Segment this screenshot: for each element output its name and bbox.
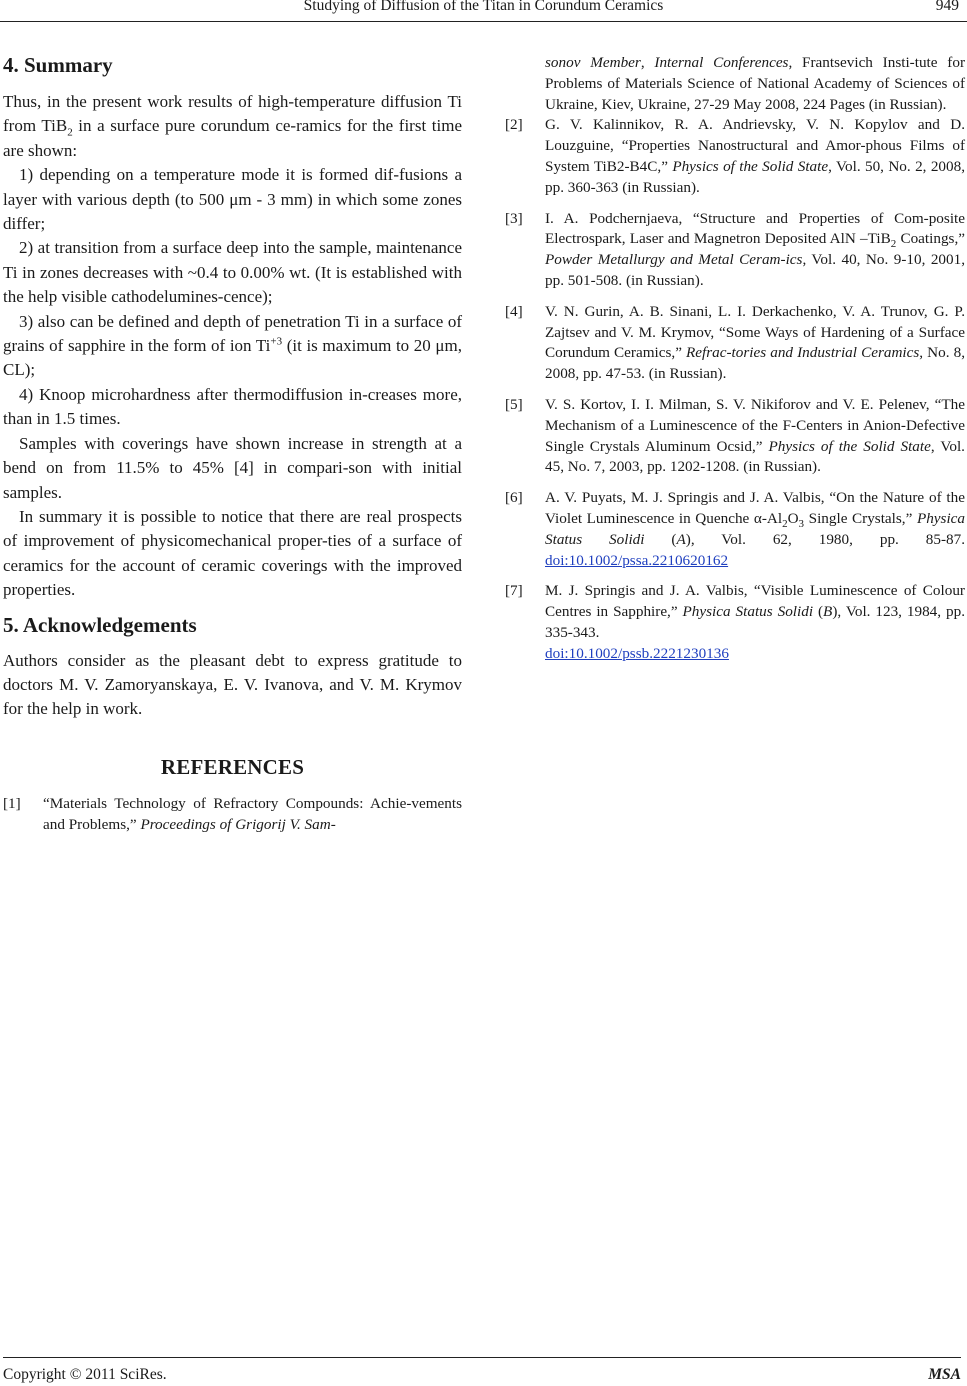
summary-conclusion-paragraph: In summary it is possible to notice that there are real prospects of improvement of physicomechanical proper-ties of a surface of ceramics for the account of ceramic coverings with the improved properties. xyxy=(3,506,462,600)
running-title: Studying of Diffusion of the Titan in Corundum Ceramics xyxy=(303,0,664,14)
page-number: 949 xyxy=(935,0,959,14)
reference-number: [7] xyxy=(505,582,523,600)
reference-number: [5] xyxy=(505,395,523,413)
reference-number: [1] xyxy=(3,794,21,812)
reference-text: “Materials Technology of Refractory Compounds: Achie-vements and Problems,” Proceedings of Grigorij V. Sam- xyxy=(43,794,462,833)
summary-point-1: 1) depending on a temperature mode it is formed dif-fusions a layer with various depth (to 500 μm - 3 mm) in which some zones differ; xyxy=(3,165,462,234)
left-column xyxy=(3,50,462,835)
reference-3 xyxy=(505,209,965,292)
running-header xyxy=(0,0,967,22)
page-footer xyxy=(3,1357,961,1383)
reference-2 xyxy=(505,115,965,198)
reference-number: [6] xyxy=(505,489,523,507)
doi-link[interactable]: doi:10.1002/pssb.2221230136 xyxy=(545,644,729,662)
reference-text: M. J. Springis and J. A. Valbis, “Visible Luminescence of Colour Centres in Sapphire,” Physica Status Solidi (B), Vol. 123, 1984, pp. 335-343. doi:10.1002/pssb.2221230136 xyxy=(545,582,965,662)
footer-rule xyxy=(3,1357,961,1358)
reference-text: G. V. Kalinnikov, R. A. Andrievsky, V. N. Kopylov and D. Louzguine, “Properties Nanostructural and Amor-phous Films of System TiB2-B4C,” Physics of the Solid State, Vol. 50, No. 2, 2008, pp. 360-363 (in Russian). xyxy=(545,116,965,196)
reference-text: V. S. Kortov, I. I. Milman, S. V. Nikiforov and V. E. Pelenev, “The Mechanism of a Luminescence of the F-Centers in Anion-Defective Single Crystals Aluminum Ocsid,” Physics of the Solid State, Vol. 45, No. 7, 2003, pp. 1202-1208. (in Russian). xyxy=(545,395,965,476)
copyright-notice: Copyright © 2011 SciRes. xyxy=(3,1366,167,1383)
header-rule xyxy=(0,21,967,22)
reference-number: [4] xyxy=(505,302,523,320)
doi-link[interactable]: doi:10.1002/pssa.2210620162 xyxy=(545,551,729,569)
right-column xyxy=(505,53,965,665)
summary-point-2: 2) at transition from a surface deep into the sample, maintenance Ti in zones decreases with ~0.4 to 0.00% wt. (It is established with the help visible cathodelumines-cence); xyxy=(3,238,462,307)
summary-heading: 4. Summary xyxy=(3,53,113,77)
summary-intro: Thus, in the present work results of high-temperature diffusion Ti from TiB$_2$ in a surface pure corundum ce-ramics for the first time are shown: xyxy=(3,92,462,160)
reference-5 xyxy=(505,395,965,478)
reference-7 xyxy=(505,581,965,664)
reference-text: A. V. Puyats, M. J. Springis and J. A. Valbis, “On the Nature of the Violet Luminescence in Quenche $\alpha-Al_2O_3$ Single Crystals,” Physica Status Solidi (A), Vol. 62, 1980, pp. 85-87. doi:10.1002/pssa.2210620162 xyxy=(545,489,966,569)
reference-1-continuation: sonov Member, Internal Conferences, Frantsevich Insti-tute for Problems of Materials Science of National Academy of Sciences of Ukraine, Kiev, Ukraine, 27-29 May 2008, 224 Pages (in Russian). xyxy=(545,54,966,113)
reference-1 xyxy=(3,794,462,836)
references-heading: REFERENCES xyxy=(160,754,305,779)
reference-4 xyxy=(505,302,965,385)
summary-samples-paragraph: Samples with coverings have shown increase in strength at a bend on from 11.5% to 45% [4] in compari-son with initial samples. xyxy=(3,433,462,502)
acknowledgements-heading: 5. Acknowledgements xyxy=(3,612,197,637)
reference-6 xyxy=(505,488,965,571)
summary-point-3: 3) also can be defined and depth of penetration Ti in a surface of grains of sapphire in the form of ion $Ti^{+3}$ (it is maximum to 20 μm, CL); xyxy=(3,311,462,380)
summary-point-4: 4) Knoop microhardness after thermodiffusion in-creases more, than in 1.5 times. xyxy=(3,384,462,429)
acknowledgements-text: Authors consider as the pleasant debt to express gratitude to doctors M. V. Zamoryanskaya, E. V. Ivanova, and V. M. Krymov for the help in work. xyxy=(3,650,462,719)
reference-text: I. A. Podchernjaeva, “Structure and Properties of Com-posite Electrospark, Laser and Magnetron Deposited AlN –TiB$_2$ Coatings,” Powder Metallurgy and Metal Ceram-ics, Vol. 40, No. 9-10, 2001, pp. 501-508. (in Russian). xyxy=(545,209,965,289)
reference-text: V. N. Gurin, A. B. Sinani, L. I. Derkachenko, V. A. Trunov, G. P. Zajtsev and V. M. Krymov, “Some Ways of Hardening of a Surface Corundum Ceramics,” Refrac-tories and Industrial Ceramics, No. 8, 2008, pp. 47-53. (in Russian). xyxy=(545,302,965,383)
reference-number: [2] xyxy=(505,116,523,134)
journal-abbreviation: MSA xyxy=(928,1366,961,1383)
reference-number: [3] xyxy=(505,209,523,227)
